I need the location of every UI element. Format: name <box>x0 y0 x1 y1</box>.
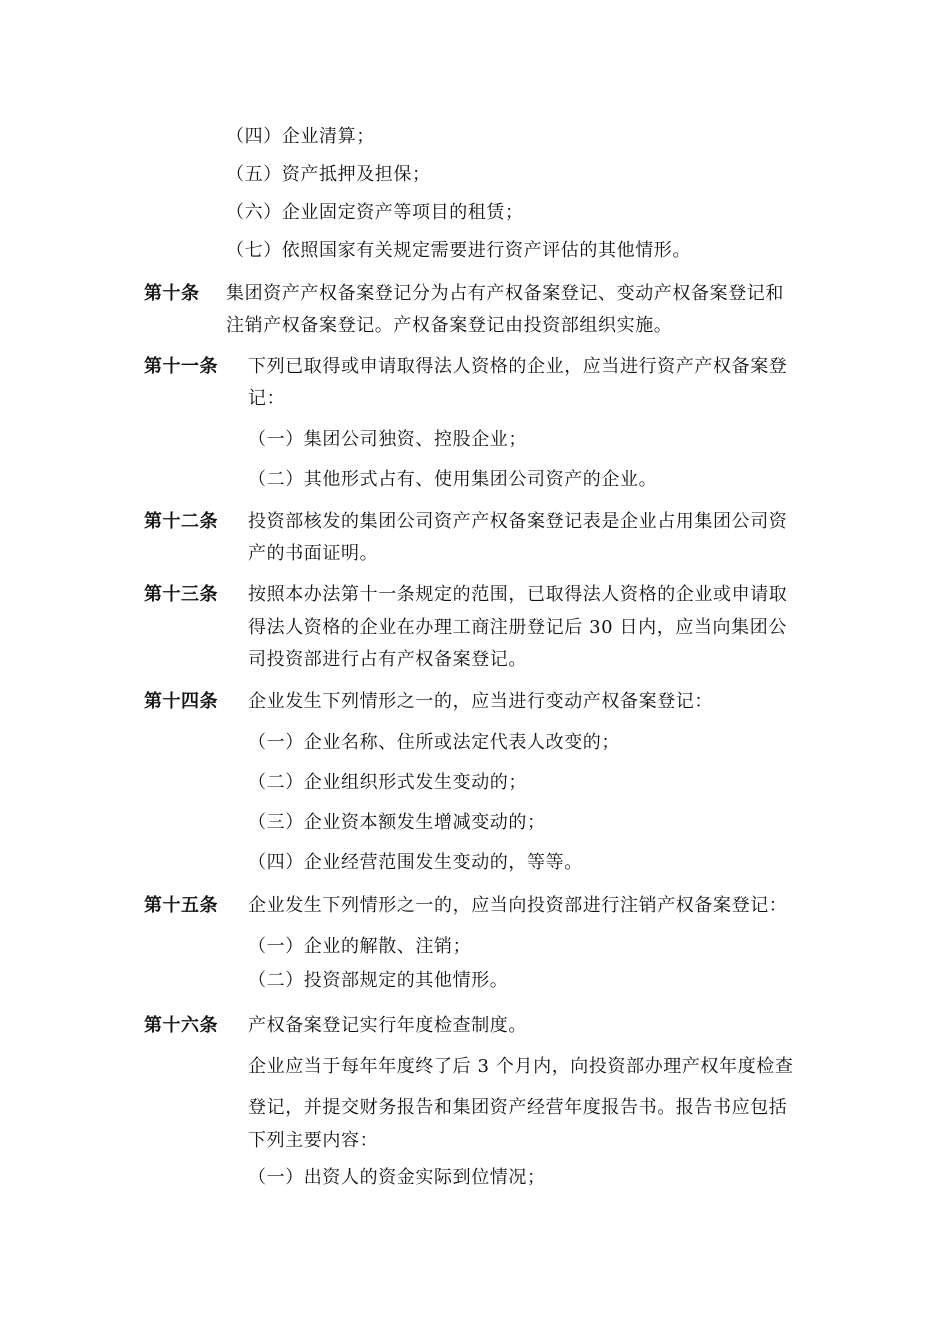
list-item: （五）资产抵押及担保； <box>226 164 431 185</box>
article-16-paragraph: 企业应当于每年年度终了后 3 个月内，向投资部办理产权年度检查 <box>248 1056 794 1077</box>
list-item: （二）企业组织形式发生变动的； <box>248 772 527 793</box>
article-13-text: 得法人资格的企业在办理工商注册登记后 30 日内，应当向集团公 <box>248 617 787 638</box>
article-12-text: 投资部核发的集团公司资产产权备案登记表是企业占用集团公司资 <box>248 511 788 532</box>
list-item: （七）依照国家有关规定需要进行资产评估的其他情形。 <box>226 240 691 261</box>
list-item: （三）企业资本额发生增减变动的； <box>248 812 546 833</box>
article-16-title: 第十六条 <box>144 1015 218 1036</box>
article-10-title: 第十条 <box>144 283 200 304</box>
article-14-title: 第十四条 <box>144 691 218 712</box>
article-13-text: 司投资部进行占有产权备案登记。 <box>248 649 527 670</box>
article-15-text: 企业发生下列情形之一的，应当向投资部进行注销产权备案登记： <box>248 895 788 916</box>
article-13-title: 第十三条 <box>144 584 218 605</box>
article-11-text: 记： <box>248 388 286 409</box>
article-16-text: 产权备案登记实行年度检查制度。 <box>248 1015 527 1036</box>
article-16-paragraph: 下列主要内容： <box>248 1130 379 1151</box>
article-14-text: 企业发生下列情形之一的，应当进行变动产权备案登记： <box>248 691 713 712</box>
article-10-text: 注销产权备案登记。产权备案登记由投资部组织实施。 <box>226 315 673 336</box>
article-11-text: 下列已取得或申请取得法人资格的企业，应当进行资产产权备案登 <box>248 356 788 377</box>
article-11-title: 第十一条 <box>144 356 218 377</box>
list-item: （一）集团公司独资、控股企业； <box>248 429 527 450</box>
list-item: （四）企业经营范围发生变动的，等等。 <box>248 852 583 873</box>
list-item: （一）出资人的资金实际到位情况； <box>248 1167 546 1188</box>
list-item: （四）企业清算； <box>226 126 375 147</box>
article-10-text: 集团资产产权备案登记分为占有产权备案登记、变动产权备案登记和 <box>226 283 784 304</box>
list-item: （二）其他形式占有、使用集团公司资产的企业。 <box>248 469 658 490</box>
article-12-title: 第十二条 <box>144 511 218 532</box>
article-15-title: 第十五条 <box>144 895 218 916</box>
article-16-paragraph: 登记，并提交财务报告和集团资产经营年度报告书。报告书应包括 <box>248 1097 788 1118</box>
list-item: （六）企业固定资产等项目的租赁； <box>226 202 524 223</box>
article-13-text: 按照本办法第十一条规定的范围，已取得法人资格的企业或申请取 <box>248 584 788 605</box>
list-item: （一）企业的解散、注销； <box>248 936 472 957</box>
list-item: （二）投资部规定的其他情形。 <box>248 970 509 991</box>
article-12-text: 产的书面证明。 <box>248 543 379 564</box>
list-item: （一）企业名称、住所或法定代表人改变的； <box>248 732 620 753</box>
